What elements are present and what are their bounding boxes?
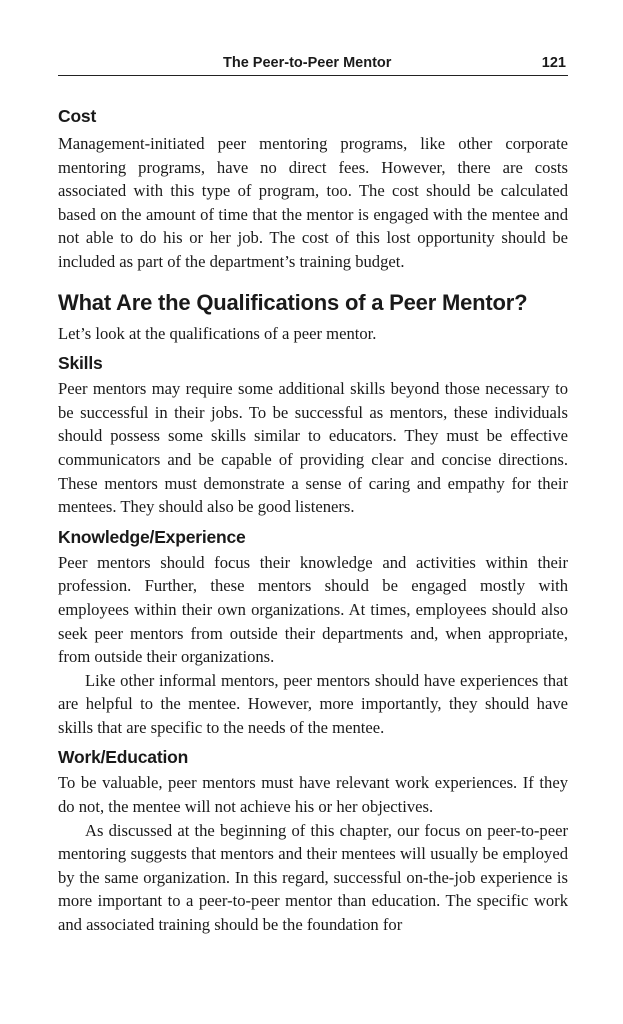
paragraph-knowledge-1: Peer mentors should focus their knowledge and activities within their profession. Further, these mentors should be engaged mostly with employees within their own organizations. At times, employees should also seek peer mentors from outside their departments and, when appropriate, from outside their organizations. bbox=[58, 552, 568, 667]
paragraph-cost: Management-initiated peer mentoring programs, like other corporate mentoring programs, have no direct fees. However, there are costs associated with this type of program, too. The cost should be calculated based on the amount of time that the mentor is engaged with the mentee and not able to do his or her job. The cost of this lost opportunity should be included as part of the department’s training budget. bbox=[58, 134, 568, 271]
running-title: The Peer-to-Peer Mentor bbox=[223, 55, 392, 71]
paragraph-work-1: To be valuable, peer mentors must have relevant work experiences. If they do not, the mentee will not achieve his or her objectives. bbox=[58, 773, 568, 817]
page-body bbox=[58, 104, 568, 937]
section-knowledge bbox=[58, 525, 568, 740]
heading-qualifications: What Are the Qualifications of a Peer Mentor? bbox=[58, 289, 528, 315]
running-header bbox=[58, 55, 568, 76]
heading-knowledge: Knowledge/Experience bbox=[58, 526, 246, 547]
page-number: 121 bbox=[541, 55, 566, 71]
paragraph-skills: Peer mentors may require some additional skills beyond those necessary to be successful in their jobs. To be successful as mentors, these individuals should possess some skills similar to educators. They must be effective communicators and be capable of providing clear and concise directions. These mentors must demonstrate a sense of caring and empathy for their mentees. They should also be good listeners. bbox=[58, 379, 568, 517]
paragraph-qualifications-intro: Let’s look at the qualifications of a peer mentor. bbox=[58, 323, 377, 343]
paragraph-knowledge-2: Like other informal mentors, peer mentors should have experiences that are helpful to the mentee. However, more importantly, they should have skills that are specific to the needs of the mentee. bbox=[58, 670, 568, 737]
section-skills bbox=[58, 351, 568, 519]
section-qualifications bbox=[58, 288, 568, 346]
heading-work: Work/Education bbox=[58, 747, 189, 768]
section-work bbox=[58, 745, 568, 936]
heading-cost: Cost bbox=[58, 106, 97, 126]
section-cost bbox=[58, 104, 568, 274]
paragraph-work-2: As discussed at the beginning of this chapter, our focus on peer-to-peer mentoring suggests that mentors and their mentees will usually be employed by the same organization. In this regard, successful on-the-job experience is more important to a peer-to-peer mentor than education. The specific work and associated training should be the foundation for bbox=[58, 820, 568, 935]
heading-skills: Skills bbox=[58, 353, 103, 374]
